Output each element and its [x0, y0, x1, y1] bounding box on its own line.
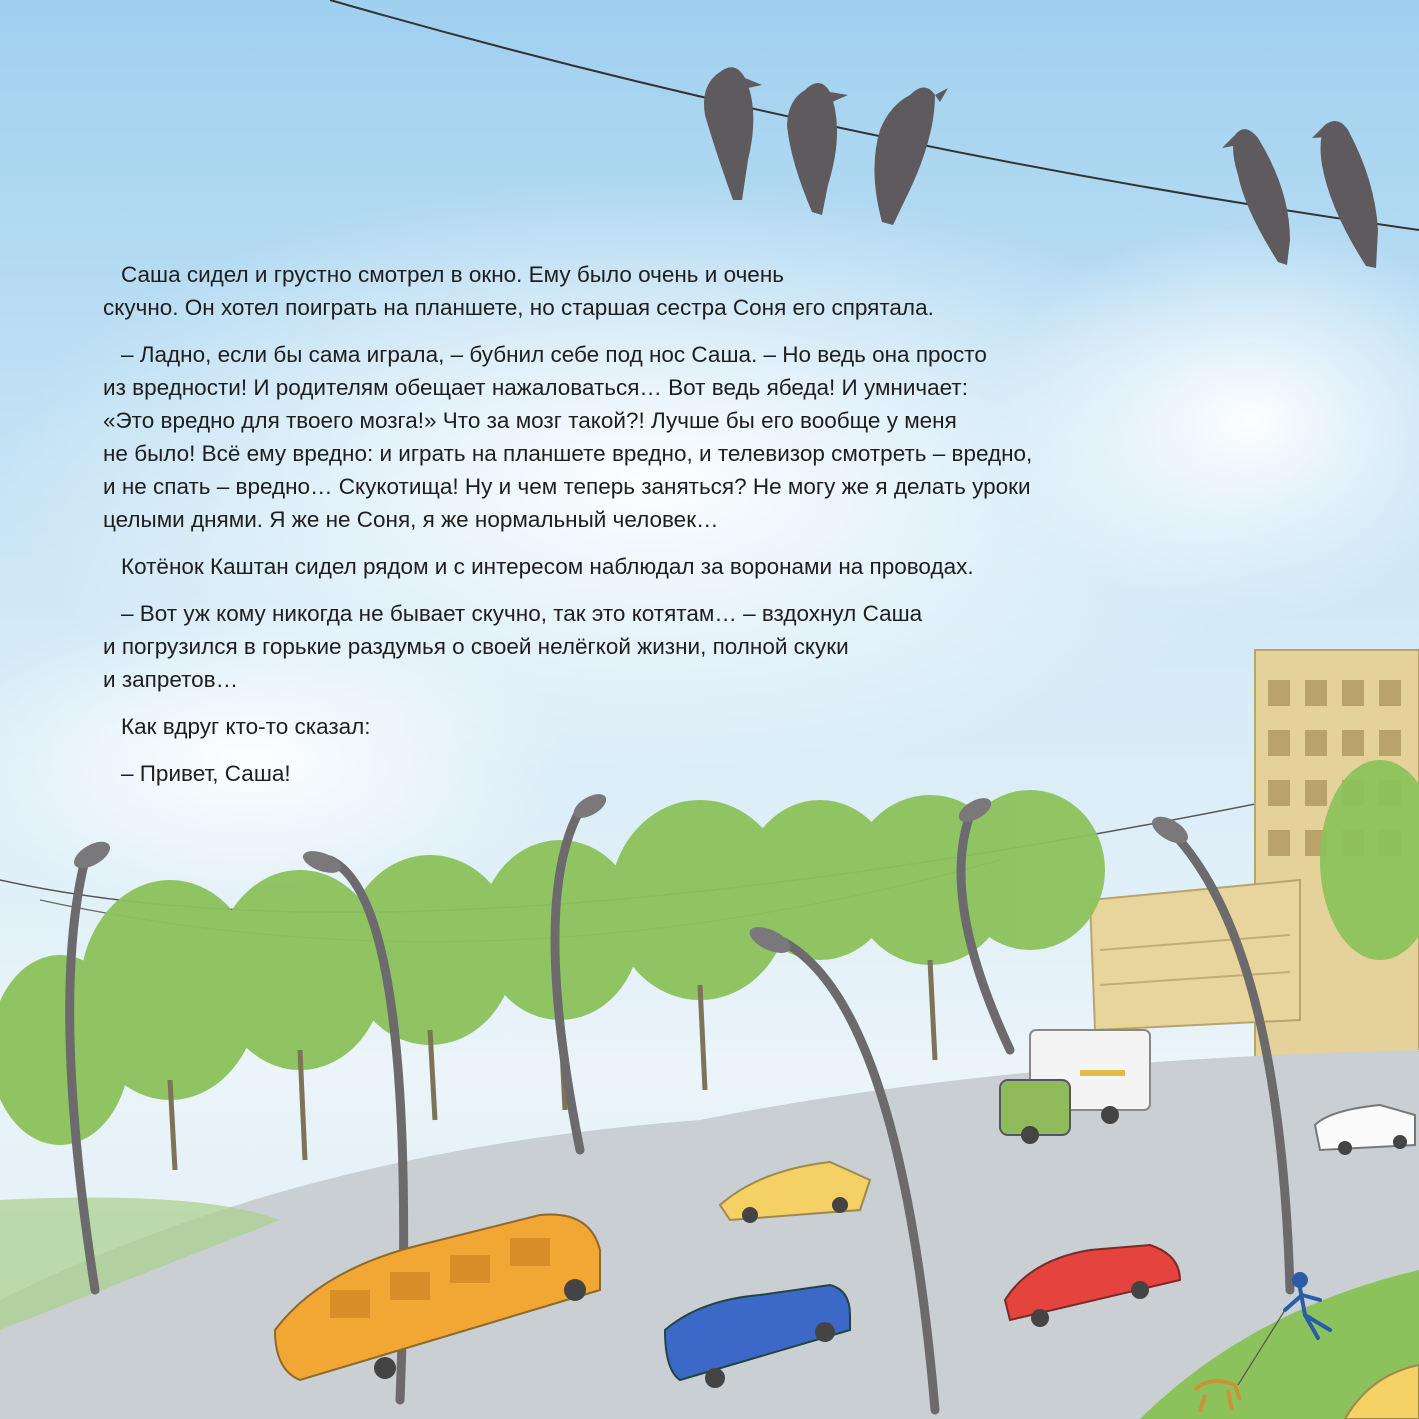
text-line: и запретов…: [103, 667, 239, 692]
text-line: – Ладно, если бы сама играла, – бубнил себе под нос Саша. – Но ведь она просто: [121, 342, 987, 367]
low-building: [1090, 880, 1300, 1030]
text-line: и погрузился в горькие раздумья о своей нелёгкой жизни, полной скуки: [103, 634, 849, 659]
paragraph: [103, 757, 1188, 790]
paragraph: [103, 710, 1188, 743]
text-line: из вредности! И родителям обещает нажаловаться… Вот ведь ябеда! И умничает:: [103, 375, 968, 400]
text-line: «Это вредно для твоего мозга!» Что за мозг такой?! Лучше бы его вообще у меня: [103, 408, 957, 433]
paragraph: [103, 597, 1188, 696]
text-line: и не спать – вредно… Скукотища! Ну и чем теперь заняться? Не могу же я делать уроки: [103, 474, 1031, 499]
text-line: – Привет, Саша!: [121, 761, 291, 786]
text-line: Котёнок Каштан сидел рядом и с интересом наблюдал за воронами на проводах.: [121, 554, 974, 579]
text-line: не было! Всё ему вредно: и играть на планшете вредно, и телевизор смотреть – вредно,: [103, 441, 1033, 466]
text-line: Как вдруг кто-то сказал:: [121, 714, 371, 739]
paragraph: [103, 258, 1188, 324]
paragraph: [103, 338, 1188, 536]
text-line: скучно. Он хотел поиграть на планшете, но старшая сестра Соня его спрятала.: [103, 295, 934, 320]
paragraph: [103, 550, 1188, 583]
story-text: [103, 258, 1188, 804]
text-line: Саша сидел и грустно смотрел в окно. Ему было очень и очень: [121, 262, 784, 287]
text-line: целыми днями. Я же не Соня, я же нормальный человек…: [103, 507, 719, 532]
text-line: – Вот уж кому никогда не бывает скучно, так это котятам… – вздохнул Саша: [121, 601, 923, 626]
